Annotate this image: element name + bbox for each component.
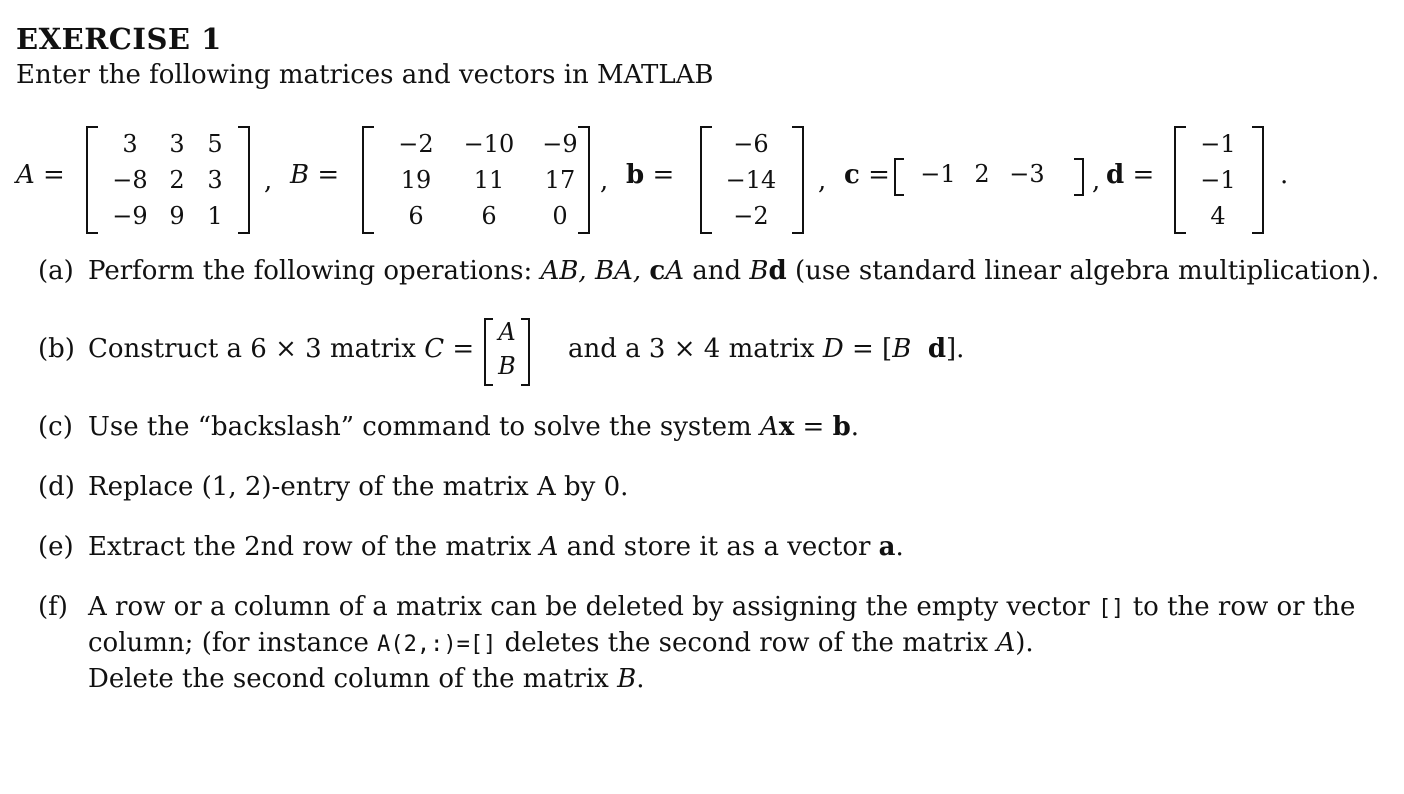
item-c	[0, 412, 1404, 448]
vector-c-label: c =	[844, 160, 890, 190]
item-f-line-1: A row or a column of a matrix can be deleted by assigning the empty vector [] to the row or the	[88, 592, 1356, 622]
matrix-a-entry-2-2: 2	[169, 166, 185, 194]
matrix-b-entry-3-2: 6	[481, 202, 497, 230]
comma-1: ,	[264, 166, 273, 196]
comma-2: ,	[600, 166, 609, 196]
matrix-b-entry-1-1: −2	[398, 130, 434, 158]
period-end: .	[1280, 160, 1289, 190]
item-e	[0, 532, 1404, 568]
vector-d-right-bracket	[1252, 126, 1264, 234]
matrix-a-entry-1-2: 3	[169, 130, 185, 158]
matrix-b-right-bracket	[578, 126, 590, 234]
matrix-b-entry-1-2: −10	[463, 130, 515, 158]
matrix-b-entry-1-3: −9	[542, 130, 578, 158]
item-d-label: (d)	[38, 472, 75, 502]
vector-d-entry-1-1: −1	[1200, 130, 1236, 158]
item-f-line-2: column; (for instance A(2,:)=[] deletes the second row of the matrix A).	[88, 628, 1034, 658]
vector-b-entry-3-1: −2	[733, 202, 769, 230]
matrix-a-entry-1-1: 3	[122, 130, 138, 158]
matrix-b-entry-2-2: 11	[473, 166, 505, 194]
item-d-text: Replace (1, 2)-entry of the matrix A by 0.	[88, 472, 629, 502]
matrix-b	[378, 126, 596, 234]
matrix-b-entry-3-1: 6	[408, 202, 424, 230]
comma-3: ,	[818, 166, 827, 196]
vector-d-entry-3-1: 4	[1210, 202, 1226, 230]
matrix-b-entry-2-1: 19	[400, 166, 432, 194]
matrix-a-left-bracket	[86, 126, 98, 234]
vector-b-label: b =	[626, 160, 675, 190]
item-c-label: (c)	[38, 412, 73, 442]
vector-b-entry-2-1: −14	[725, 166, 777, 194]
vector-c-entry-2: 2	[974, 160, 990, 188]
block-matrix-c: A B	[484, 318, 530, 384]
vector-c-entry-1: −1	[920, 160, 956, 188]
matrix-a-label: A =	[16, 160, 65, 190]
item-b	[0, 316, 1404, 386]
matrix-definitions	[16, 124, 1396, 234]
matrix-a-entry-2-1: −8	[112, 166, 148, 194]
item-b-text-1: Construct a 6 × 3 matrix C =	[88, 334, 475, 364]
item-e-text: Extract the 2nd row of the matrix A and store it as a vector a.	[88, 532, 904, 562]
item-c-text: Use the “backslash” command to solve the system Ax = b.	[88, 412, 860, 442]
matrix-a-entry-3-2: 9	[169, 202, 185, 230]
item-f-label: (f)	[38, 592, 68, 622]
comma-4: ,	[1092, 166, 1101, 196]
vector-c	[912, 160, 1054, 188]
vector-d-left-bracket	[1174, 126, 1186, 234]
item-b-label: (b)	[38, 334, 75, 364]
vector-b	[716, 126, 786, 234]
exercise-intro: Enter the following matrices and vectors in MATLAB	[16, 60, 714, 90]
matrix-b-entry-2-3: 17	[544, 166, 576, 194]
vector-d-label: d =	[1106, 160, 1155, 190]
matrix-a	[102, 126, 234, 234]
vector-b-right-bracket	[792, 126, 804, 234]
vector-b-left-bracket	[700, 126, 712, 234]
vector-b-entry-1-1: −6	[733, 130, 769, 158]
matrix-b-entry-3-3: 0	[552, 202, 568, 230]
item-d	[0, 472, 1404, 508]
matrix-b-left-bracket	[362, 126, 374, 234]
matrix-b-label: B =	[290, 160, 340, 190]
matrix-a-entry-3-1: −9	[112, 202, 148, 230]
matrix-a-entry-3-3: 1	[207, 202, 223, 230]
item-f	[0, 592, 1404, 702]
item-a-label: (a)	[38, 256, 74, 286]
vector-c-right-bracket	[1074, 158, 1084, 196]
matrix-a-right-bracket	[238, 126, 250, 234]
matrix-a-entry-2-3: 3	[207, 166, 223, 194]
vector-d	[1190, 126, 1246, 234]
vector-c-left-bracket	[894, 158, 904, 196]
item-b-text-2: and a 3 × 4 matrix D = [B d].	[568, 334, 965, 364]
item-e-label: (e)	[38, 532, 74, 562]
item-a-text: Perform the following operations: AB, BA, cA and Bd (use standard linear algebra multiplication).	[88, 256, 1380, 286]
item-a	[0, 256, 1404, 292]
exercise-title: EXERCISE 1	[16, 22, 222, 56]
vector-d-entry-2-1: −1	[1200, 166, 1236, 194]
vector-c-entry-3: −3	[1009, 160, 1045, 188]
matrix-a-entry-1-3: 5	[207, 130, 223, 158]
item-f-line-3: Delete the second column of the matrix B.	[88, 664, 645, 694]
